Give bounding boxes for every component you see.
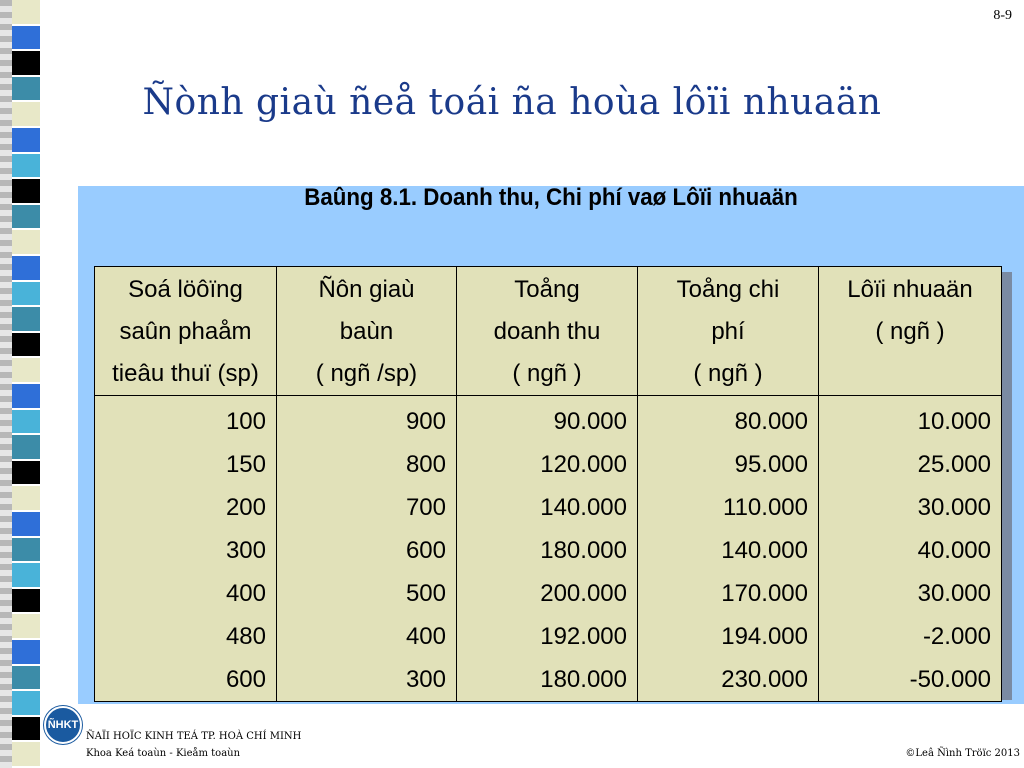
- cell-quantity: 200: [95, 486, 277, 529]
- stripe-square: [12, 742, 40, 766]
- page-number: 8-9: [993, 8, 1012, 23]
- header-cost: Toång chi phí ( ngñ ): [638, 267, 819, 396]
- stripe-square: [12, 26, 40, 50]
- cell-profit: 40.000: [819, 529, 1002, 572]
- stripe-square: [12, 0, 40, 24]
- cell-cost: 194.000: [638, 615, 819, 658]
- cell-profit: 30.000: [819, 486, 1002, 529]
- stripe-square: [12, 51, 40, 75]
- stripe-square: [12, 128, 40, 152]
- cell-revenue: 200.000: [457, 572, 638, 615]
- cell-revenue: 90.000: [457, 396, 638, 444]
- table-row: [95, 529, 1002, 572]
- stripe-square: [12, 563, 40, 587]
- cell-quantity: 100: [95, 396, 277, 444]
- cell-price: 800: [277, 443, 457, 486]
- header-revenue: Toång doanh thu ( ngñ ): [457, 267, 638, 396]
- stripe-square: [12, 461, 40, 485]
- cell-price: 900: [277, 396, 457, 444]
- cell-quantity: 480: [95, 615, 277, 658]
- table-header-row: [95, 267, 1002, 396]
- cell-quantity: 400: [95, 572, 277, 615]
- cell-revenue: 120.000: [457, 443, 638, 486]
- cell-profit: 25.000: [819, 443, 1002, 486]
- cell-revenue: 192.000: [457, 615, 638, 658]
- slide-title: Ñònh giaù ñeå toái ña hoùa lôïi nhuaän: [142, 82, 882, 123]
- cell-revenue: 140.000: [457, 486, 638, 529]
- stripe-square: [12, 333, 40, 357]
- stripe-square: [12, 486, 40, 510]
- cell-cost: 230.000: [638, 658, 819, 702]
- cell-cost: 80.000: [638, 396, 819, 444]
- cell-profit: 30.000: [819, 572, 1002, 615]
- footer-copyright: ©Leâ Ñình Tröïc 2013: [905, 748, 1020, 759]
- footer-department: Khoa Keá toaùn - Kieåm toaùn: [86, 748, 241, 759]
- footer-organization: ÑAÏI HOÏC KINH TEÁ TP. HOÀ CHÍ MINH: [86, 731, 302, 742]
- cell-cost: 140.000: [638, 529, 819, 572]
- logo-text: ÑHKT: [47, 719, 79, 731]
- cell-revenue: 180.000: [457, 529, 638, 572]
- cell-price: 300: [277, 658, 457, 702]
- header-price: Ñôn giaù baùn ( ngñ /sp): [277, 267, 457, 396]
- stripe-square: [12, 640, 40, 664]
- stripe-square: [12, 717, 40, 741]
- table-container: [94, 266, 1002, 694]
- table-caption: Baûng 8.1. Doanh thu, Chi phí vaø Lôïi nhuaän: [304, 184, 798, 211]
- stripe-square: [12, 179, 40, 203]
- stripe-square: [12, 154, 40, 178]
- cell-cost: 170.000: [638, 572, 819, 615]
- cell-price: 700: [277, 486, 457, 529]
- cell-profit: 10.000: [819, 396, 1002, 444]
- cell-quantity: 600: [95, 658, 277, 702]
- stripe-square: [12, 307, 40, 331]
- stripe-square: [12, 512, 40, 536]
- header-profit: Lôïi nhuaän ( ngñ ): [819, 267, 1002, 396]
- stripe-square: [12, 282, 40, 306]
- profit-table: [94, 266, 1002, 702]
- table-row: [95, 396, 1002, 444]
- header-quantity: Soá löôïng saûn phaåm tieâu thuï (sp): [95, 267, 277, 396]
- stripe-square: [12, 435, 40, 459]
- table-row: [95, 615, 1002, 658]
- stripe-square: [12, 589, 40, 613]
- cell-quantity: 150: [95, 443, 277, 486]
- cell-cost: 110.000: [638, 486, 819, 529]
- stripe-square: [12, 538, 40, 562]
- cell-profit: -50.000: [819, 658, 1002, 702]
- university-logo: [44, 706, 82, 744]
- cell-quantity: 300: [95, 529, 277, 572]
- stripe-square: [12, 666, 40, 690]
- stripe-square: [12, 691, 40, 715]
- table-row: [95, 658, 1002, 702]
- stripe-square: [12, 205, 40, 229]
- table-row: [95, 443, 1002, 486]
- table-row: [95, 486, 1002, 529]
- stripe-square: [12, 614, 40, 638]
- cell-price: 500: [277, 572, 457, 615]
- table-row: [95, 572, 1002, 615]
- stripe-square: [12, 384, 40, 408]
- stripe-square: [12, 230, 40, 254]
- cell-price: 600: [277, 529, 457, 572]
- stripe-square: [12, 410, 40, 434]
- stripe-square: [12, 358, 40, 382]
- cell-cost: 95.000: [638, 443, 819, 486]
- cell-profit: -2.000: [819, 615, 1002, 658]
- stripe-square: [12, 256, 40, 280]
- cell-revenue: 180.000: [457, 658, 638, 702]
- cell-price: 400: [277, 615, 457, 658]
